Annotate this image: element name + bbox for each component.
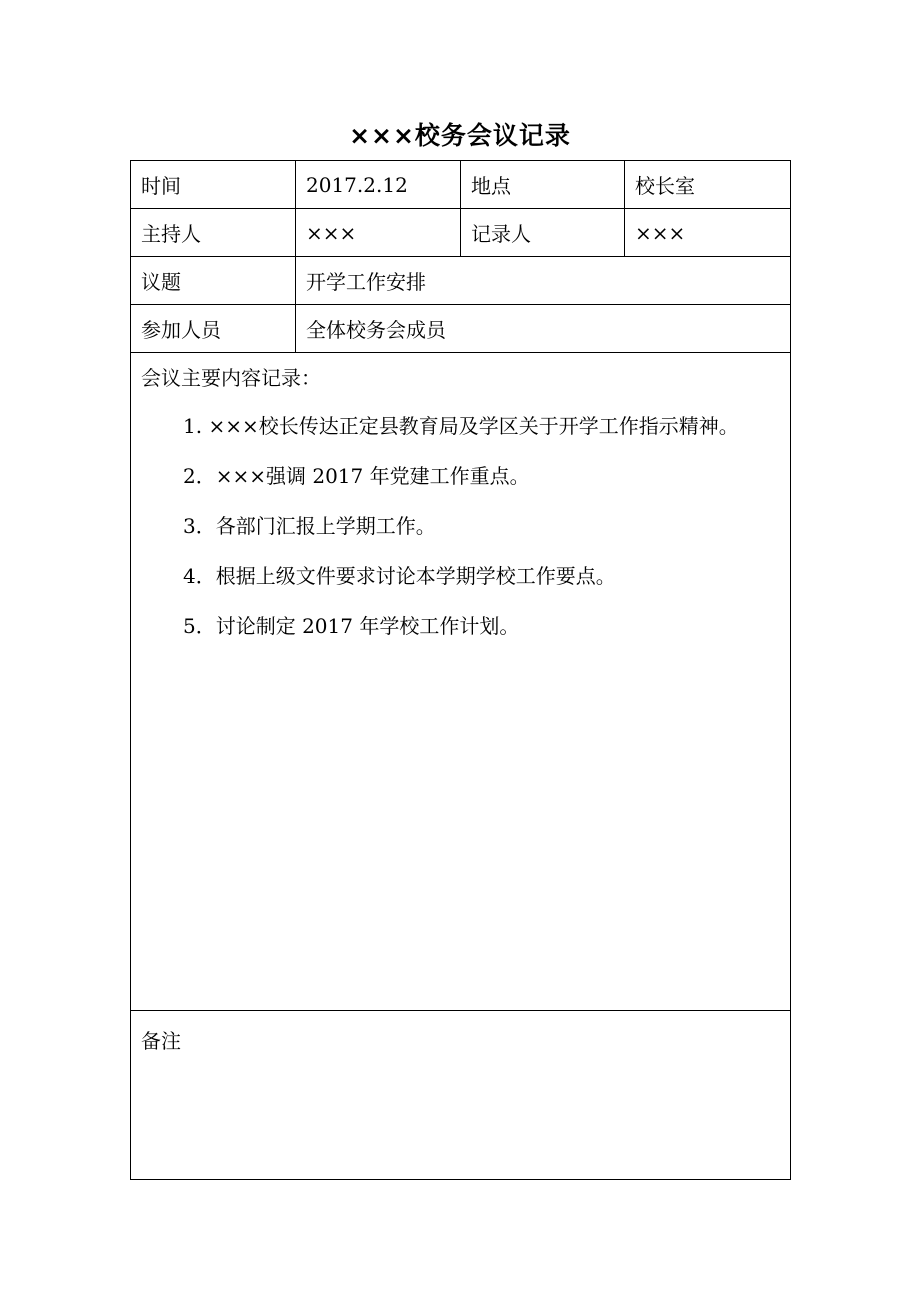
content-item: 1. ×××校长传达正定县教育局及学区关于开学工作指示精神。 [183,414,739,438]
topic-value: 开学工作安排 [296,257,791,305]
meeting-record-table [130,160,791,1180]
content-item: 4．根据上级文件要求讨论本学期学校工作要点。 [183,564,616,588]
place-label: 地点 [461,161,625,209]
topic-label: 议题 [131,257,296,305]
participants-label: 参加人员 [131,305,296,353]
table-row-participants [131,305,791,353]
participants-value: 全体校务会成员 [296,305,791,353]
notes-label: 备注 [141,1029,181,1053]
table-row-topic [131,257,791,305]
time-value: 2017.2.12 [296,161,461,209]
host-value: ××× [296,209,461,257]
content-cell [131,353,791,1011]
place-value: 校长室 [625,161,791,209]
content-item: 3．各部门汇报上学期工作。 [183,514,436,538]
recorder-label: 记录人 [461,209,625,257]
content-item: 2．×××强调 2017 年党建工作重点。 [183,464,530,488]
content-item: 5．讨论制定 2017 年学校工作计划。 [183,614,520,638]
recorder-value: ××× [625,209,791,257]
table-row-host-recorder [131,209,791,257]
page-title: ×××校务会议记录 [349,121,571,150]
table-row-time-place [131,161,791,209]
table-row-notes [131,1011,791,1180]
content-heading: 会议主要内容记录： [141,366,321,390]
host-label: 主持人 [131,209,296,257]
table-row-content [131,353,791,1011]
time-label: 时间 [131,161,296,209]
notes-cell [131,1011,791,1180]
